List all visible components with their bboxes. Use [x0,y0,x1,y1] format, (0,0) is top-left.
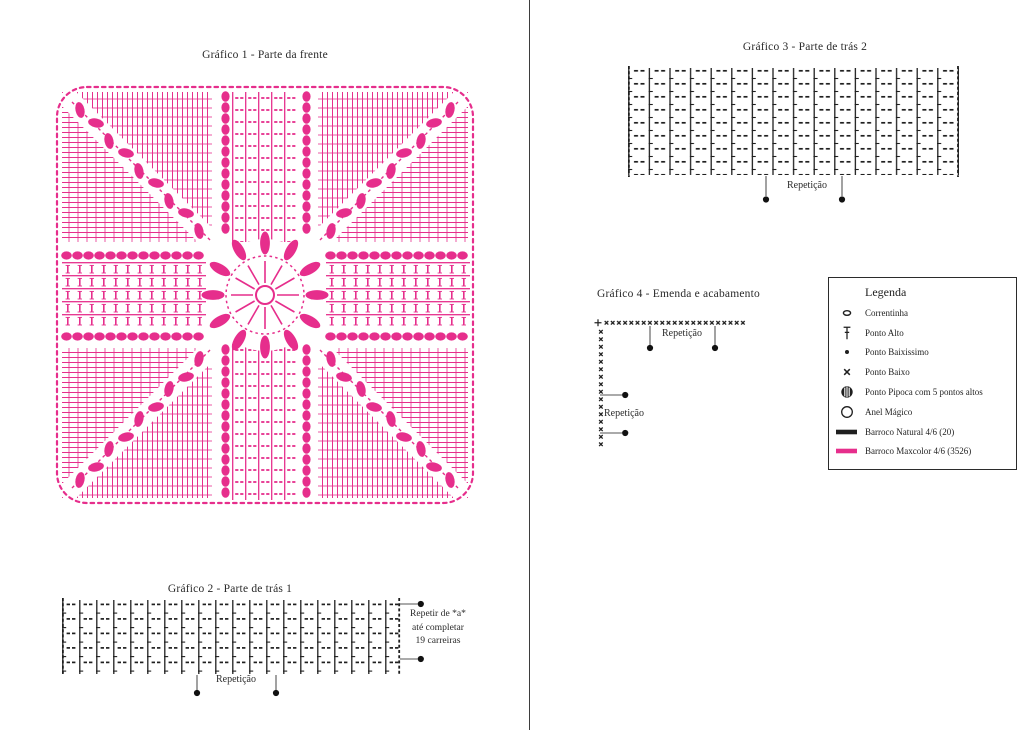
legend-item-popcorn: Ponto Pipoca com 5 pontos altos [829,382,1016,402]
legend-item-yarn-pink: Barroco Maxcolor 4/6 (3526) [829,442,1016,462]
page-divider [529,0,530,730]
magic-ring-icon [829,404,865,420]
center-flower [202,232,329,359]
tall-stitch-icon [829,325,865,341]
chain-icon [829,305,865,321]
chart4-repetition-label-top: Repetição [662,328,702,339]
chart2-title: Gráfico 2 - Parte de trás 1 [167,583,293,595]
legend-item-yarn-natural: Barroco Natural 4/6 (20) [829,422,1016,442]
legend-item-magic-ring: Anel Mágico [829,402,1016,422]
yarn-pink-swatch [829,443,865,459]
front-motif-diagram [50,80,480,514]
chart3-repetition-label: Repetição [787,180,827,191]
chart2-repetition-label: Repetição [216,674,256,685]
chart1-title: Gráfico 1 - Parte da frente [202,49,328,61]
chart4-repetition-label-side: Repetição [604,408,644,419]
legend-item-chain: Correntinha [829,303,1016,323]
plus-marker [595,319,602,326]
legend-item-single-crochet: Ponto Baixo [829,362,1016,382]
slip-stitch-icon [829,344,865,360]
yarn-natural-swatch [829,424,865,440]
legend-item-tall-stitch: Ponto Alto [829,323,1016,343]
chart4-title: Gráfico 4 - Emenda e acabamento [597,288,760,300]
legend-item-slip-stitch: Ponto Baixissimo [829,343,1016,363]
single-crochet-icon [829,364,865,380]
chart3-title: Gráfico 3 - Parte de trás 2 [742,41,868,53]
legend-title: Legenda [865,285,907,299]
chart2-repeat-note: Repetir de *a* até completar 19 carreiras [410,608,466,646]
popcorn-stitch-icon [829,384,865,400]
legend-box [828,277,1017,470]
